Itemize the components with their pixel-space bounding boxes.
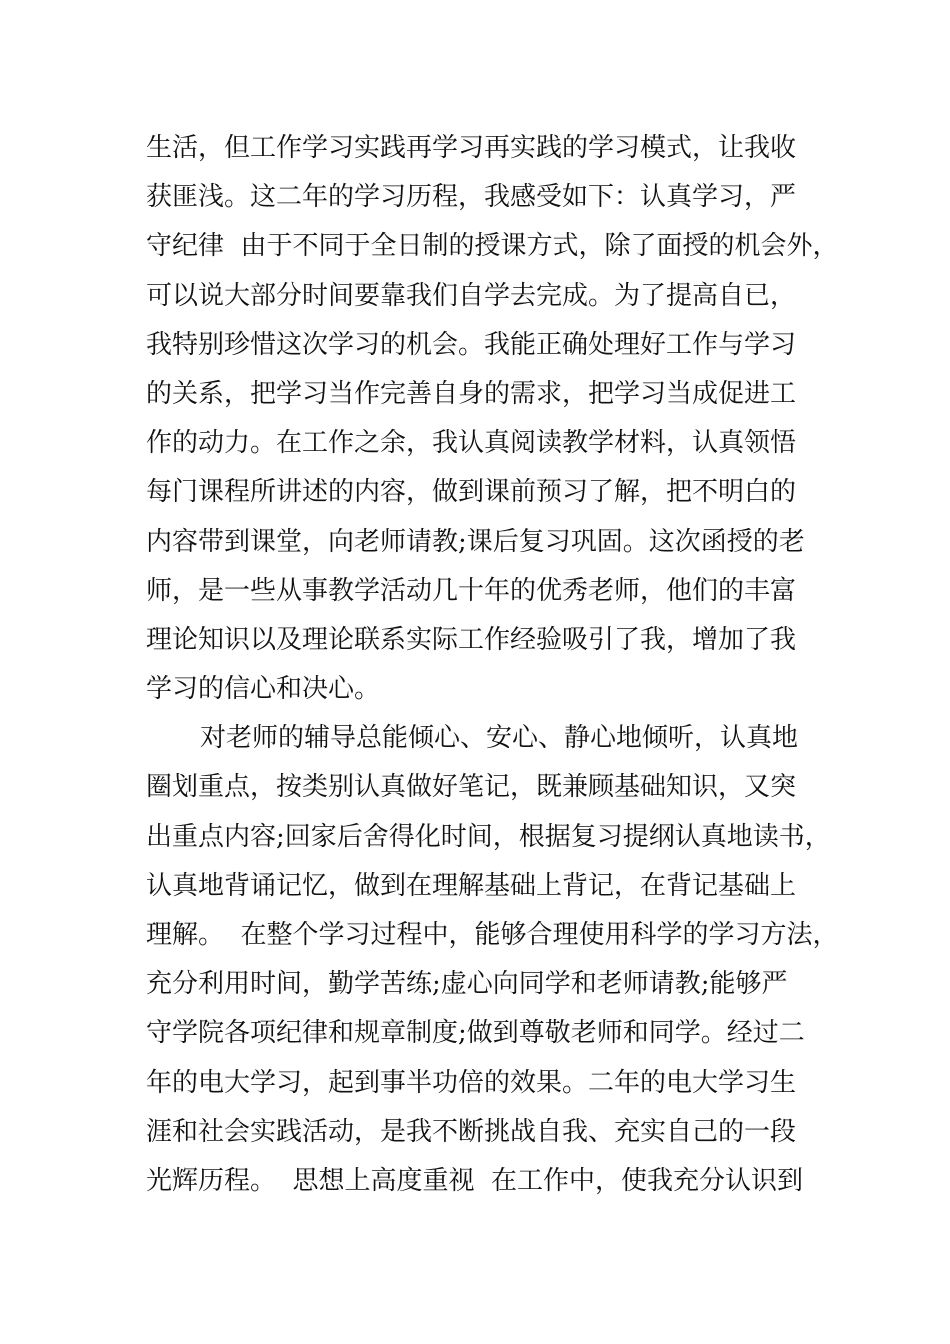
text-line: 光辉历程。 思想上高度重视 在工作中，使我充分认识到 xyxy=(146,1165,804,1196)
text-line: 生活，但工作学习实践再学习再实践的学习模式，让我收 xyxy=(146,133,797,163)
text-line: 学习的信心和决心。 xyxy=(146,674,381,705)
text-line: 认真地背诵记忆，做到在理解基础上背记，在背记基础上 xyxy=(146,870,797,901)
text-line: 守纪律 由于不同于全日制的授课方式，除了面授的机会外， xyxy=(146,231,839,262)
text-line: 出重点内容;回家后舍得化时间，根据复习提纲认真地读书， xyxy=(146,821,831,852)
text-line: 充分利用时间，勤学苦练;虚心向同学和老师请教;能够严 xyxy=(146,969,788,1000)
text-line: 年的电大学习，起到事半功倍的效果。二年的电大学习生 xyxy=(146,1067,797,1098)
text-line: 作的动力。在工作之余，我认真阅读教学材料，认真领悟 xyxy=(146,428,797,459)
paragraph-1 xyxy=(146,124,846,714)
text-line: 圈划重点，按类别认真做好笔记，既兼顾基础知识，又突 xyxy=(146,772,797,803)
text-line: 我特别珍惜这次学习的机会。我能正确处理好工作与学习 xyxy=(146,329,797,360)
text-line: 师，是一些从事教学活动几十年的优秀老师，他们的丰富 xyxy=(146,575,797,606)
text-line: 涯和社会实践活动，是我不断挑战自我、充实自己的一段 xyxy=(146,1116,797,1147)
text-line-indented: 对老师的辅导总能倾心、安心、静心地倾听，认真地 xyxy=(200,723,799,754)
text-line: 每门课程所讲述的内容，做到课前预习了解，把不明白的 xyxy=(146,477,797,508)
text-line: 理解。 在整个学习过程中，能够合理使用科学的学习方法， xyxy=(146,920,839,950)
paragraph-2 xyxy=(146,714,846,1206)
text-line: 理论知识以及理论联系实际工作经验吸引了我，增加了我 xyxy=(146,624,797,655)
text-line: 可以说大部分时间要靠我们自学去完成。为了提高自已， xyxy=(146,280,797,311)
document-body xyxy=(146,124,846,1206)
text-line: 守学院各项纪律和规章制度;做到尊敬老师和同学。经过二 xyxy=(146,1018,805,1049)
text-line: 的关系，把学习当作完善自身的需求，把学习当成促进工 xyxy=(146,378,797,409)
text-line: 内容带到课堂，向老师请教;课后复习巩固。这次函授的老 xyxy=(146,526,805,557)
text-line: 获匪浅。这二年的学习历程，我感受如下：认真学习，严 xyxy=(146,182,797,213)
